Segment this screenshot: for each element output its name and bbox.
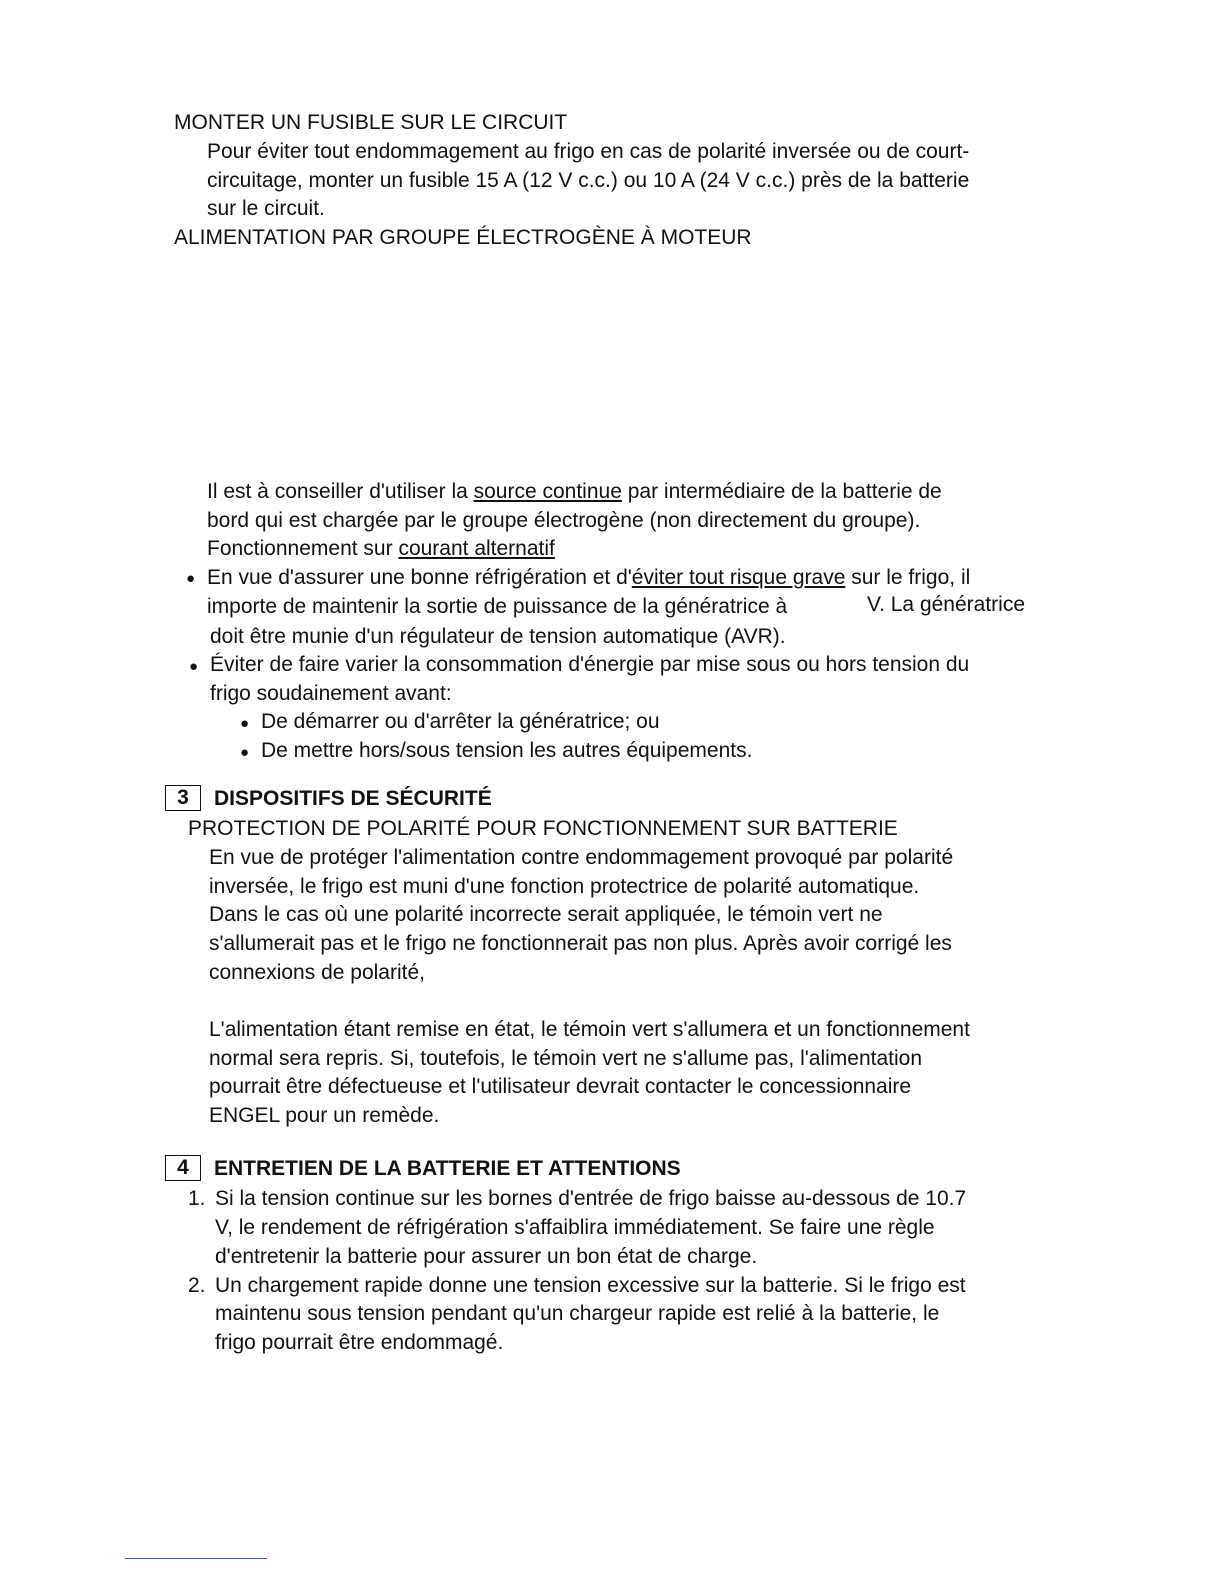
fuse-line-2: circuitage, monter un fusible 15 A (12 V c.c.) ou 10 A (24 V c.c.) près de la batterie xyxy=(207,169,970,192)
section-3-subheading: PROTECTION DE POLARITÉ POUR FONCTIONNEMENT SUR BATTERIE xyxy=(188,817,898,840)
generator-bullet-1-line-2a: importe de maintenir la sortie de puissance de la génératrice à xyxy=(207,595,788,618)
section-3-number: 3 xyxy=(165,785,201,811)
bullet-icon: ● xyxy=(240,744,250,761)
risk-warning-text: éviter tout risque grave xyxy=(631,566,846,589)
bullet-icon: ● xyxy=(240,715,250,732)
generator-bullet-2-line-1: Éviter de faire varier la consommation d'énergie par mise sous ou hors tension du xyxy=(210,653,970,676)
item-1-line-1: Si la tension continue sur les bornes d'entrée de frigo baisse au-dessous de 10.7 xyxy=(215,1187,967,1210)
generator-bullet-1-line-2b: V. La génératrice xyxy=(867,593,1026,616)
fuse-heading: MONTER UN FUSIBLE SUR LE CIRCUIT xyxy=(174,111,568,134)
bullet-icon: ● xyxy=(186,570,196,587)
generator-sub-bullet-1: De démarrer ou d'arrêter la génératrice; ou xyxy=(261,710,660,733)
fuse-line-3: sur le circuit. xyxy=(207,197,325,220)
item-1-line-2: V, le rendement de réfrigération s'affaiblira immédiatement. Se faire une règle xyxy=(215,1216,935,1239)
section-4-title: ENTRETIEN DE LA BATTERIE ET ATTENTIONS xyxy=(214,1157,681,1180)
item-1-number: 1. xyxy=(188,1187,206,1210)
section-3-line-8: pourrait être défectueuse et l'utilisateur devrait contacter le concessionnaire xyxy=(209,1075,912,1098)
section-3-title: DISPOSITIFS DE SÉCURITÉ xyxy=(214,787,492,810)
item-2-number: 2. xyxy=(188,1274,206,1297)
section-4-number: 4 xyxy=(165,1155,201,1181)
item-2-line-1: Un chargement rapide donne une tension excessive sur la batterie. Si le frigo est xyxy=(215,1274,966,1297)
section-3-line-1: En vue de protéger l'alimentation contre endommagement provoqué par polarité xyxy=(209,846,954,869)
fuse-line-1: Pour éviter tout endommagement au frigo en cas de polarité inversée ou de court- xyxy=(207,140,970,163)
item-2-line-3: frigo pourrait être endommagé. xyxy=(215,1331,504,1354)
section-3-line-6: L'alimentation étant remise en état, le témoin vert s'allumera et un fonctionnement xyxy=(209,1018,970,1041)
footnote-separator xyxy=(125,1558,267,1559)
generator-sub-bullet-2: De mettre hors/sous tension les autres équipements. xyxy=(261,739,753,762)
generator-bullet-1-line-1: En vue d'assurer une bonne réfrigération et d'éviter tout risque grave sur le frigo, il xyxy=(207,566,971,589)
item-2-line-2: maintenu sous tension pendant qu'un chargeur rapide est relié à la batterie, le xyxy=(215,1302,940,1325)
section-3-line-5: connexions de polarité, xyxy=(209,961,425,984)
source-continue-link: source continue xyxy=(473,480,622,503)
section-3-line-4: s'allumerait pas et le frigo ne fonctionnerait pas non plus. Après avoir corrigé les xyxy=(209,932,952,955)
bullet-icon: ● xyxy=(189,658,199,675)
section-3-line-7: normal sera repris. Si, toutefois, le témoin vert ne s'allume pas, l'alimentation xyxy=(209,1047,923,1070)
item-1-line-3: d'entretenir la batterie pour assurer un bon état de charge. xyxy=(215,1245,758,1268)
section-3-line-3: Dans le cas où une polarité incorrecte serait appliquée, le témoin vert ne xyxy=(209,903,883,926)
section-3-line-9: ENGEL pour un remède. xyxy=(209,1104,440,1127)
generator-bullet-2-line-2: frigo soudainement avant: xyxy=(210,682,452,705)
generator-paragraph-1: Il est à conseiller d'utiliser la source continue par intermédiaire de la batterie de xyxy=(207,480,942,503)
generator-heading: ALIMENTATION PAR GROUPE ÉLECTROGÈNE À MOTEUR xyxy=(174,226,752,249)
generator-paragraph-2: bord qui est chargée par le groupe électrogène (non directement du groupe). xyxy=(207,509,921,532)
generator-bullet-1-line-3: doit être munie d'un régulateur de tension automatique (AVR). xyxy=(210,625,786,648)
ac-operation-heading: Fonctionnement sur courant alternatif xyxy=(207,537,555,560)
section-3-line-2: inversée, le frigo est muni d'une fonction protectrice de polarité automatique. xyxy=(209,875,920,898)
courant-alternatif-text: courant alternatif xyxy=(398,537,555,560)
